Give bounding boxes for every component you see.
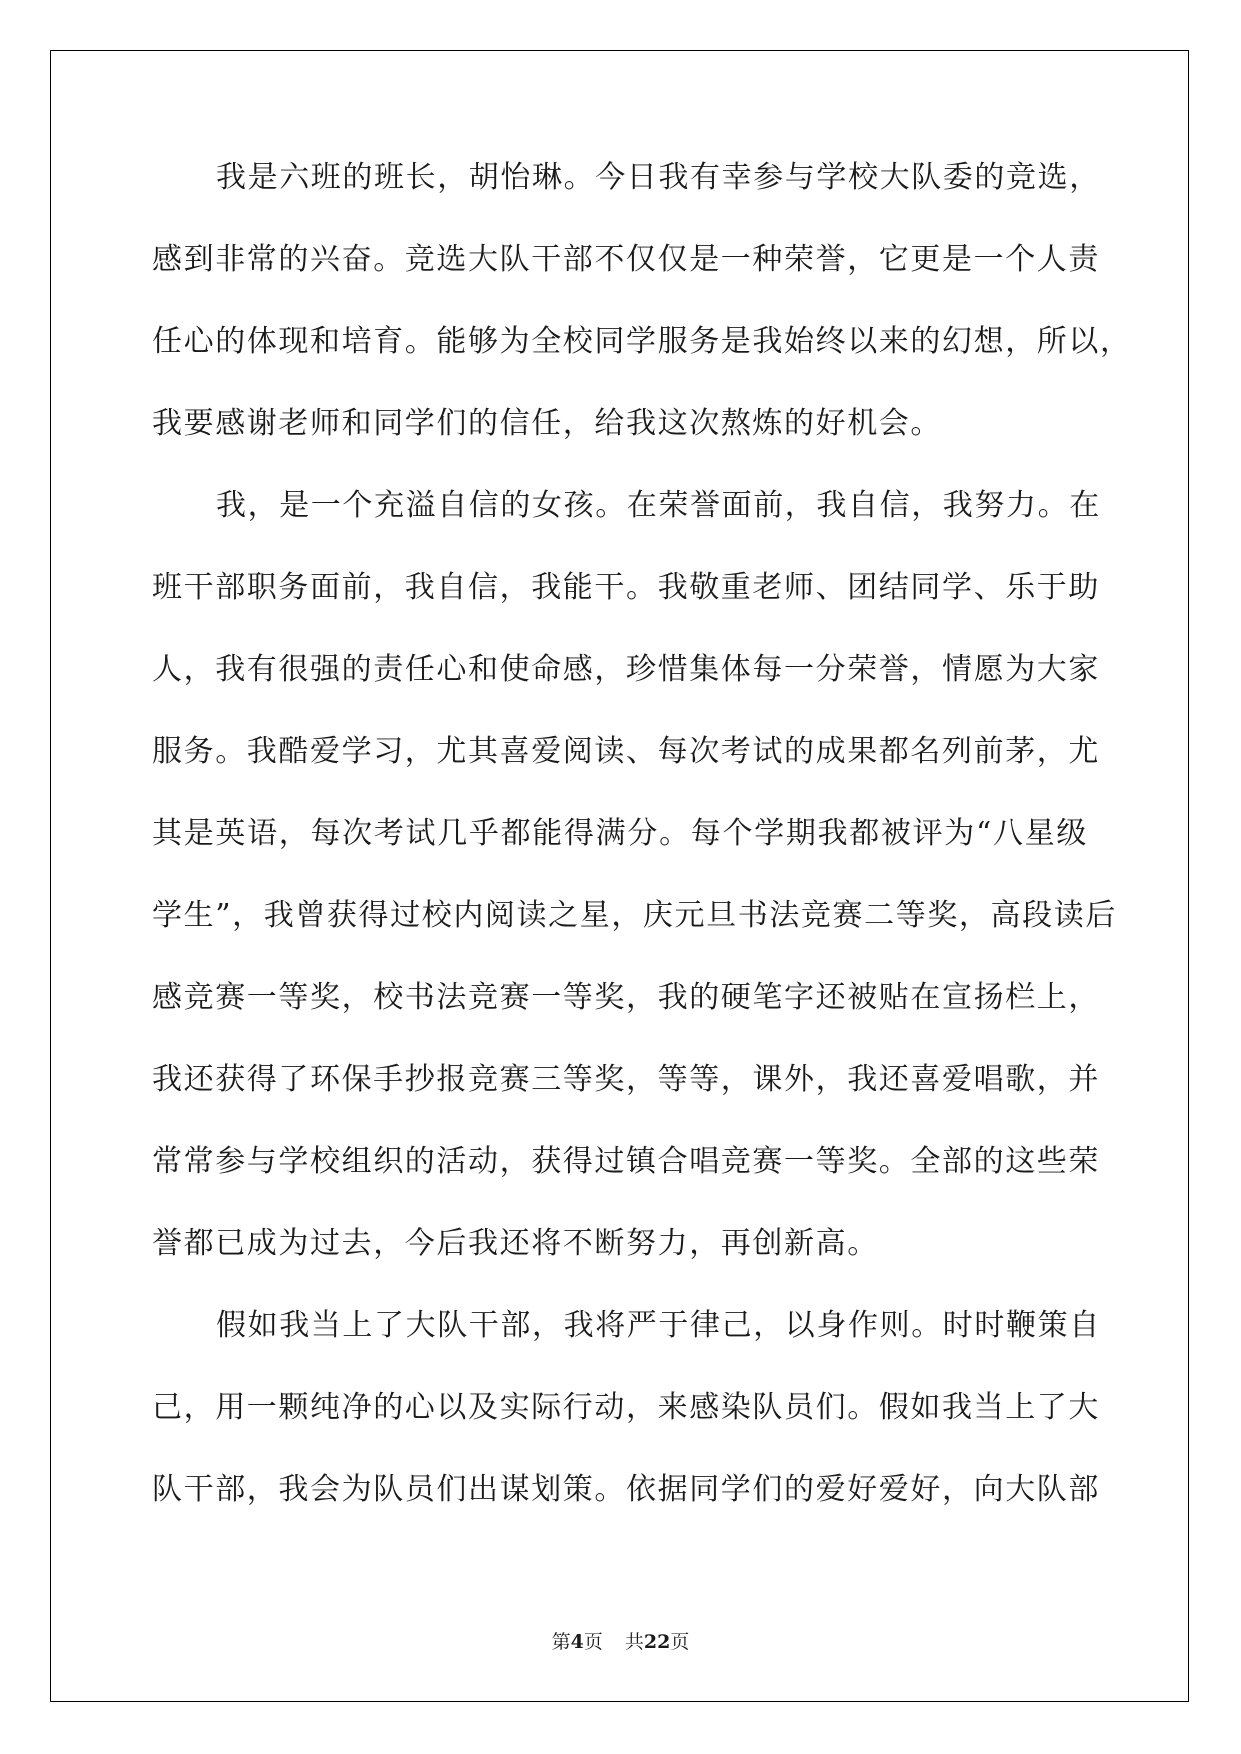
- page-number-unit: 页: [583, 1631, 603, 1653]
- text-line: 学生”，我曾获得过校内阅读之星，庆元旦书法竞赛二等奖，高段读后: [152, 898, 1117, 933]
- text-line: 我还获得了环保手抄报竞赛三等奖，等等，课外，我还喜爱唱歌，并: [152, 1062, 1100, 1097]
- text-line: 人，我有很强的责任心和使命感，珍惜集体每一分荣誉，情愿为大家: [152, 652, 1100, 687]
- paragraph-1: [152, 158, 1132, 486]
- page-footer: [0, 1630, 1241, 1654]
- text-line: 其是英语，每次考试几乎都能得满分。每个学期我都被评为“八星级: [152, 816, 1088, 851]
- page-number-prefix: 第: [551, 1631, 571, 1653]
- paragraph-3: [152, 1306, 1101, 1552]
- text-line: 我，是一个充溢自信的女孩。在荣誉面前，我自信，我努力。在: [216, 488, 1101, 523]
- text-line: 服务。我酷爱学习，尤其喜爱阅读、每次考试的成果都名列前茅，尤: [152, 734, 1100, 769]
- text-line: 誉都已成为过去，今后我还将不断努力，再创新高。: [152, 1226, 879, 1261]
- total-pages-number: 22: [643, 1631, 671, 1653]
- text-line: 感竞赛一等奖，校书法竞赛一等奖，我的硬笔字还被贴在宣扬栏上，: [152, 980, 1100, 1015]
- text-line: 己，用一颗纯净的心以及实际行动，来感染队员们。假如我当上了大: [152, 1390, 1100, 1425]
- paragraph-2: [152, 486, 1117, 1306]
- total-pages-unit: 页: [670, 1631, 690, 1653]
- text-line: 班干部职务面前，我自信，我能干。我敬重老师、团结同学、乐于助: [152, 570, 1100, 605]
- text-line: 任心的体现和培育。能够为全校同学服务是我始终以来的幻想，所以，: [152, 324, 1132, 359]
- current-page-number: 4: [570, 1631, 584, 1653]
- text-line: 感到非常的兴奋。竞选大队干部不仅仅是一种荣誉，它更是一个人责: [152, 242, 1100, 277]
- text-line: 常常参与学校组织的活动，获得过镇合唱竞赛一等奖。全部的这些荣: [152, 1144, 1100, 1179]
- text-line: 我是六班的班长，胡怡琳。今日我有幸参与学校大队委的竞选，: [216, 160, 1101, 195]
- document-body: [152, 158, 1132, 1552]
- text-line: 队干部，我会为队员们出谋划策。依据同学们的爱好爱好，向大队部: [152, 1472, 1100, 1507]
- text-line: 我要感谢老师和同学们的信任，给我这次熬炼的好机会。: [152, 406, 942, 441]
- total-pages-prefix: 共: [624, 1631, 644, 1653]
- text-line: 假如我当上了大队干部，我将严于律己，以身作则。时时鞭策自: [216, 1308, 1101, 1343]
